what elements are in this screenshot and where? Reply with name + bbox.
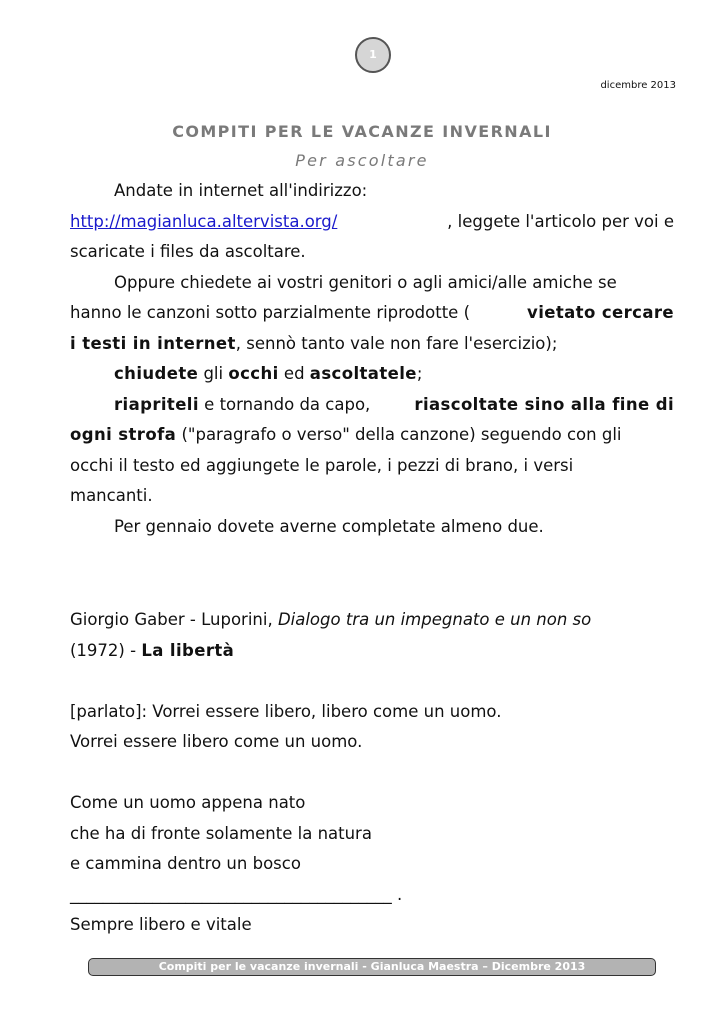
emphasis-text: riapriteli xyxy=(114,394,199,414)
lyric-line: Sempre libero e vitale xyxy=(70,915,252,934)
emphasis-text: vietato cercare xyxy=(527,303,674,322)
instruction-line xyxy=(70,329,674,360)
document-date: dicembre 2013 xyxy=(600,80,676,91)
spacer xyxy=(70,758,674,789)
emphasis-text: chiudete xyxy=(114,364,199,383)
lyric-line: Come un uomo appena nato xyxy=(70,793,306,812)
instruction-line xyxy=(70,420,674,451)
lyric-line: e cammina dentro un bosco xyxy=(70,854,301,873)
emphasis-text: riascoltate sino alla fine di xyxy=(414,394,674,414)
instruction-text: ("paragrafo o verso" della canzone) seguendo con gli xyxy=(176,425,622,444)
instruction-line: Per gennaio dovete averne completate almeno due. xyxy=(114,516,544,536)
song-credit xyxy=(70,636,674,667)
instruction-line xyxy=(70,298,674,329)
lyric-line: [parlato]: Vorrei essere libero, libero come un uomo. xyxy=(70,701,502,721)
song-title: La libertà xyxy=(141,640,235,660)
emphasis-text: ascoltatele xyxy=(309,364,417,383)
instruction-line: Oppure chiedete ai vostri genitori o agli amici/alle amiche se xyxy=(114,272,617,292)
instruction-line xyxy=(70,390,674,421)
document-title: COMPITI PER LE VACANZE INVERNALI xyxy=(172,122,552,141)
spacer xyxy=(70,666,674,697)
lyric-line: che ha di fronte solamente la natura xyxy=(70,823,372,843)
lyric-blank: _______________________________________ . xyxy=(70,884,403,904)
instruction-text: gli xyxy=(198,364,229,383)
instruction-line: occhi il testo ed aggiungete le parole, i pezzi di brano, i versi xyxy=(70,455,574,475)
instruction-line xyxy=(70,207,674,238)
song-year: (1972) - xyxy=(70,640,142,660)
page-number: 1 xyxy=(355,37,391,73)
website-link[interactable]: http://magianluca.altervista.org/ xyxy=(70,211,338,231)
emphasis-text: i testi in internet xyxy=(70,333,236,353)
instruction-line xyxy=(70,359,674,390)
instruction-line: scaricate i files da ascoltare. xyxy=(70,242,306,261)
instructions xyxy=(70,176,674,542)
instruction-text: , sennò tanto vale non fare l'esercizio); xyxy=(235,333,558,353)
instruction-line: mancanti. xyxy=(70,486,153,505)
instruction-text: , leggete l'articolo per voi e xyxy=(447,211,674,231)
song-author: Giorgio Gaber - Luporini, xyxy=(70,610,278,629)
instruction-text: hanno le canzoni sotto parzialmente riprodotte ( xyxy=(70,303,471,322)
instruction-fragment xyxy=(114,390,370,421)
song-album: Dialogo tra un impegnato e un non so xyxy=(277,610,592,629)
emphasis-text: ogni strofa xyxy=(70,425,177,444)
lyric-line: Vorrei essere libero come un uomo. xyxy=(70,732,363,751)
emphasis-text: occhi xyxy=(228,364,279,383)
page-footer: Compiti per le vacanze invernali - Gianluca Maestra – Dicembre 2013 xyxy=(88,958,656,976)
song-section xyxy=(70,605,674,941)
instruction-text: ; xyxy=(416,364,423,383)
instruction-text: ed xyxy=(278,364,310,383)
instruction-line: Andate in internet all'indirizzo: xyxy=(114,181,368,200)
instruction-text: e tornando da capo, xyxy=(198,394,371,414)
document-subtitle: Per ascoltare xyxy=(295,151,429,170)
song-credit xyxy=(70,605,674,636)
